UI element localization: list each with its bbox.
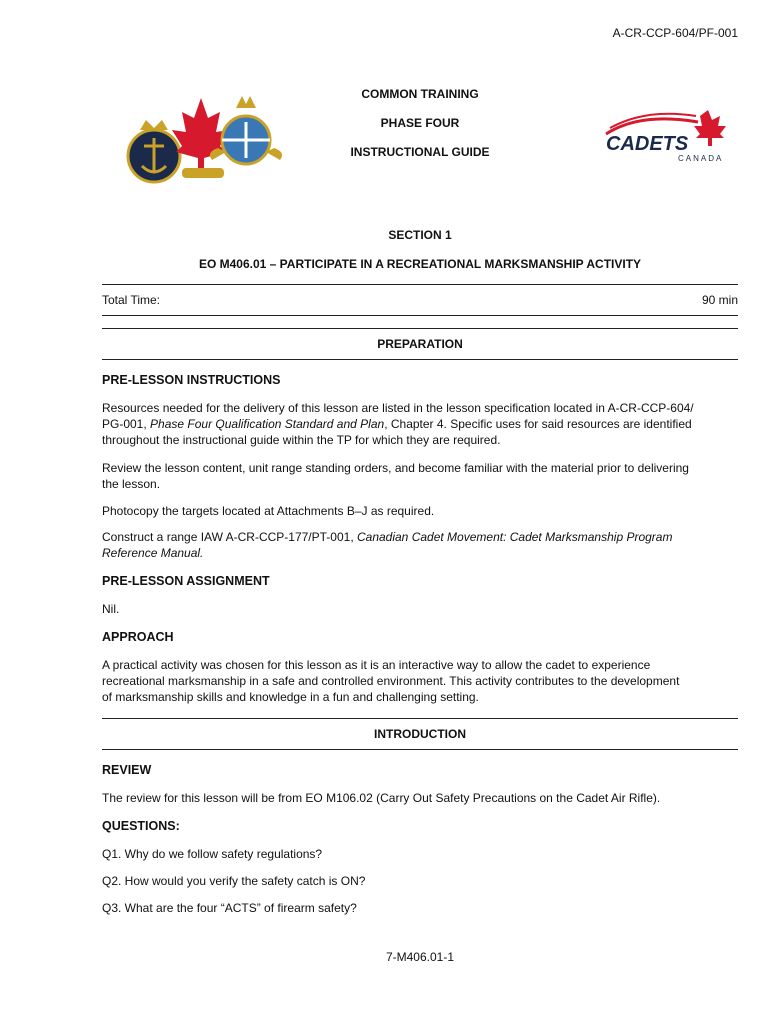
divider: [102, 284, 738, 285]
question-item: Q1. Why do we follow safety regulations?: [102, 847, 323, 861]
title-phase-four: PHASE FOUR: [380, 116, 460, 130]
page-number: 7-M406.01-1: [385, 950, 455, 964]
text-run: Construct a range IAW A-CR-CCP-177/PT-001,: [102, 530, 357, 544]
cadets-canada-logo: [600, 104, 730, 164]
question-item: Q2. How would you verify the safety catch is ON?: [102, 874, 366, 888]
approach-heading: APPROACH: [102, 630, 174, 644]
preparation-heading: PREPARATION: [377, 337, 463, 351]
divider: [102, 315, 738, 316]
divider: [102, 718, 738, 719]
text-run: , Chapter 4. Specific uses for said resources are identified: [384, 417, 692, 431]
eo-title: EO M406.01 – PARTICIPATE IN A RECREATIONAL MARKSMANSHIP ACTIVITY: [198, 257, 642, 271]
review-content-paragraph: [102, 460, 738, 492]
paragraph-line: [102, 545, 738, 561]
qualification-standard-title: Phase Four Qualification Standard and Plan: [150, 417, 385, 431]
review-heading: REVIEW: [102, 763, 152, 777]
title-common-training: COMMON TRAINING: [361, 87, 479, 101]
canada-logo-text: CANADA: [678, 154, 724, 163]
pre-lesson-assignment-heading: PRE-LESSON ASSIGNMENT: [102, 574, 270, 588]
paragraph-line: the lesson.: [102, 477, 161, 491]
assignment-text: Nil.: [102, 602, 120, 616]
approach-paragraph: [102, 657, 738, 705]
photocopy-paragraph: Photocopy the targets located at Attachments B–J as required.: [102, 504, 435, 518]
divider: [102, 749, 738, 750]
paragraph-line: throughout the instructional guide within the TP for which they are required.: [102, 433, 501, 447]
title-instructional-guide: INSTRUCTIONAL GUIDE: [350, 145, 490, 159]
pre-lesson-instructions-heading: PRE-LESSON INSTRUCTIONS: [102, 373, 281, 387]
total-time-value: 90 min: [701, 293, 738, 307]
total-time-label: Total Time:: [102, 293, 161, 307]
section-label: SECTION 1: [388, 228, 452, 242]
resources-paragraph: [102, 400, 738, 448]
divider: [102, 328, 738, 329]
document-reference: A-CR-CCP-604/PF-001: [612, 26, 738, 40]
review-text: The review for this lesson will be from EO M106.02 (Carry Out Safety Precautions on the Cadet Air Rifle).: [102, 791, 661, 805]
paragraph-line: Resources needed for the delivery of this lesson are listed in the lesson specification located in A-CR-CCP-604/: [102, 401, 694, 415]
paragraph-line: [102, 416, 738, 432]
questions-heading: QUESTIONS:: [102, 819, 180, 833]
text-run: PG-001,: [102, 417, 151, 431]
paragraph-line: recreational marksmanship in a safe and controlled environment. This activity contributes to the development: [102, 674, 680, 688]
manual-title: Reference Manual.: [102, 546, 204, 560]
introduction-heading: INTRODUCTION: [374, 727, 466, 741]
paragraph-line: [102, 529, 738, 545]
paragraph-line: of marksmanship skills and knowledge in a fun and challenging setting.: [102, 690, 479, 704]
manual-title: Canadian Cadet Movement: Cadet Marksmanship Program: [356, 530, 673, 544]
divider: [102, 359, 738, 360]
paragraph-line: Review the lesson content, unit range standing orders, and become familiar with the material prior to delivering: [102, 461, 689, 475]
total-time-row: [102, 293, 738, 307]
cadets-logo-text: CADETS: [606, 133, 689, 155]
question-item: Q3. What are the four “ACTS” of firearm safety?: [102, 901, 357, 915]
paragraph-line: A practical activity was chosen for this lesson as it is an interactive way to allow the cadet to experience: [102, 658, 651, 672]
construct-range-paragraph: [102, 529, 738, 561]
